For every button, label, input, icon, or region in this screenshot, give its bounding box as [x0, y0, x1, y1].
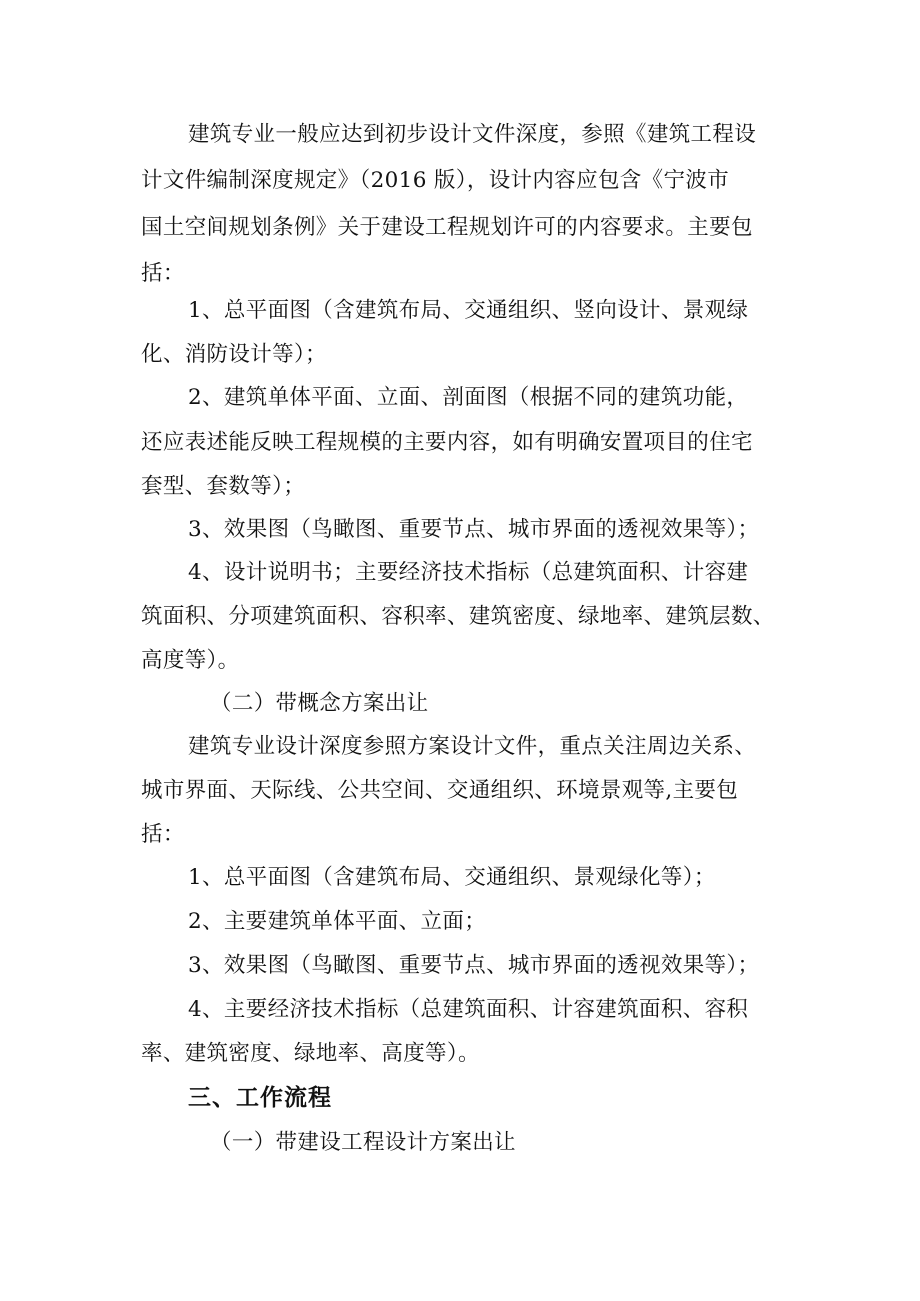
- subsection-heading: （二）带概念方案出让: [210, 691, 429, 716]
- paragraph-line: 建筑专业一般应达到初步设计文件深度，参照《建筑工程设: [188, 122, 757, 147]
- paragraph-line: 括：: [141, 261, 185, 286]
- list-item-line: 还应表述能反映工程规模的主要内容，如有明确安置项目的住宅: [141, 430, 753, 455]
- list-item-line: 4、主要经济技术指标（总建筑面积、计容建筑面积、容积: [188, 997, 749, 1022]
- list-item-line: 2、主要建筑单体平面、立面；: [188, 909, 487, 934]
- subsection-heading: （一）带建设工程设计方案出让: [210, 1130, 516, 1155]
- list-item-line: 1、总平面图（含建筑布局、交通组织、景观绿化等）；: [188, 865, 716, 890]
- list-item-line: 4、设计说明书；主要经济技术指标（总建筑面积、计容建: [188, 560, 749, 585]
- list-item-line: 化、消防设计等）；: [141, 342, 327, 367]
- list-item-line: 筑面积、分项建筑面积、容积率、建筑密度、绿地率、建筑层数、: [141, 604, 775, 629]
- list-item-line: 3、效果图（鸟瞰图、重要节点、城市界面的透视效果等）；: [188, 517, 760, 542]
- list-item-line: 2、建筑单体平面、立面、剖面图（根据不同的建筑功能，: [188, 385, 749, 410]
- section-heading: 三、工作流程: [188, 1085, 332, 1111]
- list-item-line: 1、总平面图（含建筑布局、交通组织、竖向设计、景观绿: [188, 298, 749, 323]
- paragraph-line: 城市界面、天际线、公共空间、交通组织、环境景观等,主要包: [141, 778, 739, 803]
- list-item-line: 高度等）。: [141, 648, 240, 673]
- list-item-line: 3、效果图（鸟瞰图、重要节点、城市界面的透视效果等）；: [188, 953, 760, 978]
- list-item-line: 率、建筑密度、绿地率、高度等）。: [141, 1041, 480, 1066]
- paragraph-line: 括：: [141, 822, 185, 847]
- list-item-line: 套型、套数等）；: [141, 474, 306, 499]
- paragraph-line: 计文件编制深度规定》（2016 版），设计内容应包含《宁波市: [141, 168, 730, 193]
- paragraph-line: 国土空间规划条例》关于建设工程规划许可的内容要求。主要包: [141, 215, 753, 240]
- paragraph-line: 建筑专业设计深度参照方案设计文件，重点关注周边关系、: [188, 734, 757, 759]
